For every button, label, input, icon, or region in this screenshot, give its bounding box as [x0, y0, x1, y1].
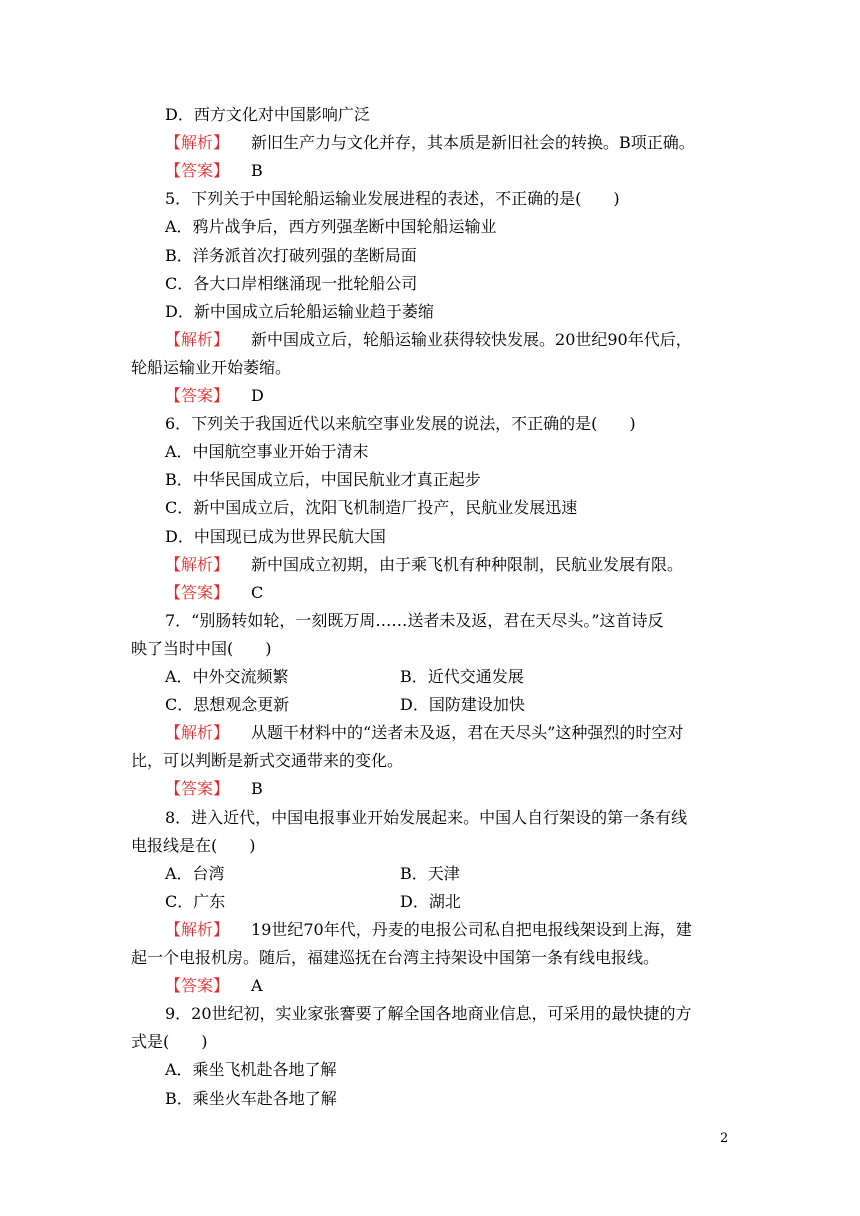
option-line [165, 274, 860, 294]
option-text: B．天津 [400, 863, 460, 883]
option-line [165, 442, 860, 462]
question-line [165, 611, 860, 631]
continuation-line [131, 948, 860, 968]
option-text: B．洋务派首次打破列强的垄断局面 [165, 245, 417, 265]
option-text: C．思想观念更新 [165, 695, 290, 715]
answer-tag: 【答案】 [165, 582, 230, 602]
option-line [165, 246, 860, 266]
option-line [165, 527, 860, 547]
analysis-line [165, 723, 860, 743]
analysis-line [165, 920, 860, 940]
analysis-text: 新旧生产力与文化并存，其本质是新旧社会的转换。B项正确。 [251, 133, 695, 153]
question-line [165, 808, 860, 828]
analysis-text: 新中国成立初期，由于乘飞机有种种限制，民航业发展有限。 [251, 554, 684, 574]
answer-line [165, 779, 860, 799]
continuation-text: 映了当时中国( ) [131, 638, 272, 658]
option-text: D．西方文化对中国影响广泛 [165, 105, 370, 124]
option-line [165, 498, 860, 518]
answer-line [165, 583, 860, 603]
answer-tag: 【答案】 [165, 386, 230, 405]
analysis-line [165, 555, 860, 575]
answer-text: C [251, 582, 264, 602]
analysis-tag: 【解析】 [165, 554, 230, 574]
option-text: C．广东 [165, 891, 226, 911]
continuation-text: 起一个电报机房。随后，福建巡抚在台湾主持架设中国第一条有线电报线。 [131, 948, 660, 967]
answer-tag: 【答案】 [165, 779, 230, 799]
continuation-line [131, 358, 860, 378]
answer-tag: 【答案】 [165, 161, 230, 181]
continuation-text: 电报线是在( ) [131, 835, 256, 855]
option-text: A．台湾 [165, 863, 225, 883]
option-line [165, 302, 860, 322]
option-line [165, 1089, 860, 1109]
analysis-tag: 【解析】 [165, 919, 230, 939]
option-line [165, 470, 860, 490]
answer-text: B [251, 161, 263, 181]
question-line [165, 189, 860, 209]
continuation-line [131, 639, 860, 659]
continuation-text: 轮船运输业开始萎缩。 [131, 357, 292, 377]
option-text: B．中华民国成立后，中国民航业才真正起步 [165, 470, 481, 490]
continuation-line [131, 1032, 860, 1052]
question-text: 9．20世纪初，实业家张謇要了解全国各地商业信息，可采用的最快捷的方 [165, 1004, 692, 1024]
question-text: 6．下列关于我国近代以来航空事业发展的说法，不正确的是( ) [165, 414, 636, 434]
question-line [165, 414, 860, 434]
option-line [165, 217, 860, 237]
option-text: C．新中国成立后，沈阳飞机制造厂投产，民航业发展迅速 [165, 498, 578, 518]
continuation-text: 比，可以判断是新式交通带来的变化。 [131, 751, 404, 771]
option-text: D．中国现已成为世界民航大国 [165, 526, 386, 546]
option-text: A．中外交流频繁 [165, 667, 289, 686]
answer-text: B [251, 779, 263, 799]
option-text: A．乘坐飞机赴各地了解 [165, 1060, 337, 1080]
answer-line [165, 386, 860, 406]
answer-line [165, 976, 860, 996]
continuation-line [131, 836, 860, 856]
answer-line [165, 161, 860, 181]
analysis-tag: 【解析】 [165, 723, 230, 743]
option-line [165, 105, 860, 125]
continuation-line [131, 751, 860, 771]
option-text: C．各大口岸相继涌现一批轮船公司 [165, 273, 418, 293]
question-text: 7．“别肠转如轮，一刻既万周……送者未及返，君在天尽头。”这首诗反 [165, 610, 664, 630]
option-text: B．乘坐火车赴各地了解 [165, 1088, 337, 1108]
analysis-tag: 【解析】 [165, 329, 230, 349]
answer-text: D [251, 386, 264, 405]
option-text: A．鸦片战争后，西方列强垄断中国轮船运输业 [165, 217, 497, 237]
question-line [165, 1004, 860, 1024]
analysis-line [165, 133, 860, 153]
option-text: D．国防建设加快 [400, 695, 525, 715]
option-line [165, 1060, 860, 1080]
answer-tag: 【答案】 [165, 976, 230, 996]
option-text: A．中国航空事业开始于清末 [165, 442, 369, 462]
analysis-text: 从题干材料中的“送者未及返，君在天尽头”这种强烈的时空对 [251, 723, 684, 743]
analysis-line [165, 330, 860, 350]
question-text: 5．下列关于中国轮船运输业发展进程的表述，不正确的是( ) [165, 189, 620, 209]
option-text: B．近代交通发展 [400, 667, 524, 686]
analysis-tag: 【解析】 [165, 133, 230, 153]
continuation-text: 式是( ) [131, 1032, 208, 1052]
analysis-text: 新中国成立后，轮船运输业获得较快发展。20世纪90年代后， [251, 329, 692, 349]
question-text: 8．进入近代，中国电报事业开始发展起来。中国人自行架设的第一条有线 [165, 807, 688, 827]
answer-text: A [251, 976, 263, 996]
page-number: 2 [720, 1131, 729, 1146]
option-text: D．新中国成立后轮船运输业趋于萎缩 [165, 301, 434, 321]
analysis-text: 19世纪70年代，丹麦的电报公司私自把电报线架设到上海，建 [251, 919, 692, 939]
option-text: D．湖北 [400, 891, 461, 911]
